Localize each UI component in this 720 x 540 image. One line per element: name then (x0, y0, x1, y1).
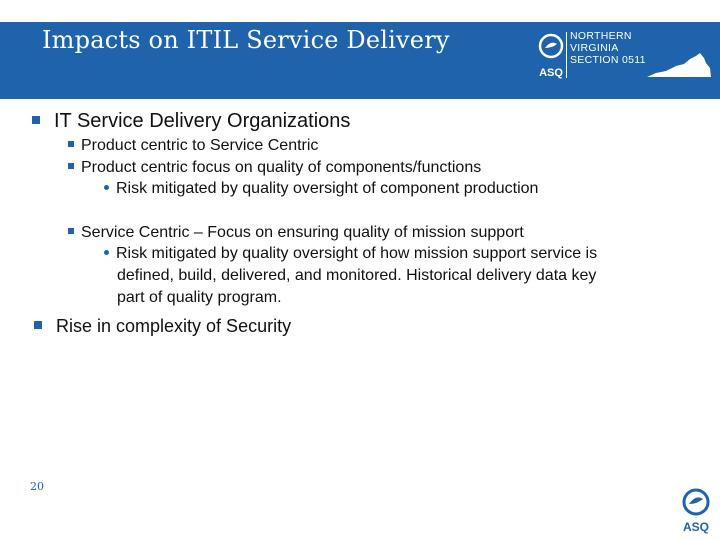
bullet-level2 (68, 159, 481, 177)
bullet-text: Service Centric – Focus on ensuring quality of mission support (81, 224, 524, 241)
bullet-text: Rise in complexity of Security (56, 316, 292, 336)
dot-bullet-icon (104, 185, 109, 190)
bullet-text: Product centric to Service Centric (81, 137, 319, 154)
square-bullet-icon (32, 116, 40, 124)
bullet-text: Risk mitigated by quality oversight of component production (116, 180, 539, 197)
bullet-text: Risk mitigated by quality oversight of how mission support service is (116, 245, 598, 262)
bullet-level3 (104, 245, 597, 263)
section-line-3: SECTION 0511 (570, 54, 646, 66)
square-bullet-icon (68, 228, 74, 234)
bullet-level2 (68, 137, 318, 155)
bullet-level3 (104, 180, 538, 198)
bullet-level1 (34, 316, 291, 337)
square-bullet-icon (68, 163, 74, 169)
bullet-continuation: defined, build, delivered, and monitored. Historical delivery data key (117, 267, 597, 284)
bullet-continuation: part of quality program. (117, 289, 282, 306)
slide-title: Impacts on ITIL Service Delivery (42, 26, 450, 54)
bullet-level2 (68, 224, 524, 242)
square-bullet-icon (34, 321, 42, 329)
section-line-2: VIRGINIA (570, 42, 619, 54)
page-number: 20 (30, 480, 44, 493)
dot-bullet-icon (104, 250, 109, 255)
square-bullet-icon (68, 141, 74, 147)
asq-footer-text: ASQ (682, 520, 710, 534)
bullet-text: Product centric focus on quality of components/functions (81, 159, 482, 176)
section-line-1: NORTHERN (570, 30, 632, 42)
asq-footer-logo-icon (678, 488, 714, 534)
asq-logo-text: ASQ (539, 67, 563, 79)
bullet-text: IT Service Delivery Organizations (54, 110, 351, 132)
bullet-level1 (32, 110, 350, 133)
